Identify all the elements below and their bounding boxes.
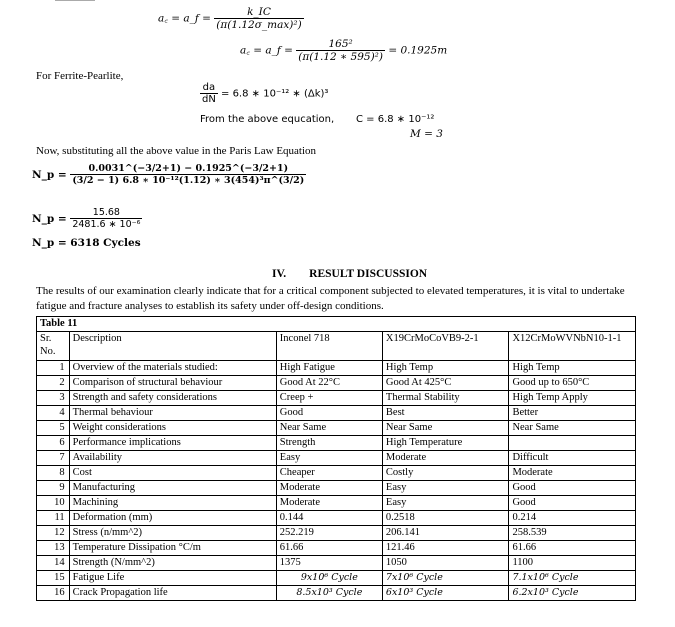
cell-inconel: 61.66 (276, 541, 382, 556)
eq4-denominator: (3/2 − 1) 6.8 ∗ 10⁻¹²(1.12) ∗ 3(454)³π^(3/2) (72, 175, 305, 186)
cell-x19: Near Same (382, 421, 509, 436)
cell-sr: 14 (37, 556, 70, 571)
header-x19: X19CrMoCoVB9-2-1 (382, 332, 509, 361)
cell-sr: 12 (37, 526, 70, 541)
eq1-numerator: k_IC (214, 6, 303, 19)
cell-x19: High Temp (382, 361, 509, 376)
cell-inconel: Near Same (276, 421, 382, 436)
table-row (37, 556, 636, 571)
table-header-row (37, 332, 636, 361)
table-row (37, 571, 636, 586)
eq3-numerator: da (200, 82, 218, 94)
cell-inconel: Strength (276, 436, 382, 451)
table-row (37, 466, 636, 481)
top-rule (55, 0, 95, 1)
cell-x12: 1100 (509, 556, 636, 571)
cell-sr: 7 (37, 451, 70, 466)
equation-cycles-simplified (32, 207, 142, 230)
eq3-rhs: = 6.8 ∗ 10⁻¹² ∗ (Δk)³ (221, 88, 329, 100)
table-row (37, 391, 636, 406)
cell-inconel: 0.144 (276, 511, 382, 526)
table-row (37, 421, 636, 436)
table-row (37, 496, 636, 511)
cell-x19: Good At 425°C (382, 376, 509, 391)
cell-sr: 3 (37, 391, 70, 406)
cell-inconel: Creep + (276, 391, 382, 406)
cell-inconel: Moderate (276, 496, 382, 511)
eq1-lhs: a꜀ = a_f = (158, 12, 211, 25)
cell-inconel: 8.5x10³ Cycle (276, 586, 382, 601)
constant-m: M = 3 (410, 128, 443, 140)
cell-description: Stress (n/mm^2) (69, 526, 276, 541)
cell-x19: 7x10⁶ Cycle (382, 571, 509, 586)
equation-critical-crack-value (240, 38, 447, 63)
cell-sr: 11 (37, 511, 70, 526)
cell-inconel: 1375 (276, 556, 382, 571)
cell-sr: 4 (37, 406, 70, 421)
header-inconel: Inconel 718 (276, 332, 382, 361)
cell-inconel: Good (276, 406, 382, 421)
cell-inconel: High Fatigue (276, 361, 382, 376)
eq1-fraction (214, 6, 303, 31)
table-row (37, 361, 636, 376)
cell-x19: Easy (382, 496, 509, 511)
cell-x12: 0.214 (509, 511, 636, 526)
result-paragraph: The results of our examination clearly indicate that for a critical component subjected to elevated temperatures, it is vital to undertake fatigue and fracture analyses to establish its safety under off-design conditions. (36, 285, 625, 312)
cell-description: Comparison of structural behaviour (69, 376, 276, 391)
cell-description: Availability (69, 451, 276, 466)
cell-x12: High Temp Apply (509, 391, 636, 406)
header-sr-no: Sr. No. (37, 332, 70, 361)
constant-c: C = 6.8 ∗ 10⁻¹² (356, 114, 435, 125)
section-heading: IV. RESULT DISCUSSION (272, 268, 428, 280)
eq4-fraction (70, 163, 306, 186)
cell-x12: 6.2x10³ Cycle (509, 586, 636, 601)
table-caption-row (37, 317, 636, 332)
table-row (37, 376, 636, 391)
results-table (36, 316, 636, 601)
table-row (37, 406, 636, 421)
cell-sr: 8 (37, 466, 70, 481)
eq5-denominator: 2481.6 ∗ 10⁻⁶ (72, 219, 141, 230)
cell-description: Overview of the materials studied: (69, 361, 276, 376)
cell-sr: 5 (37, 421, 70, 436)
cell-x19: High Temperature (382, 436, 509, 451)
cell-x12: Good (509, 481, 636, 496)
equation-cycles-result: N_p = 6318 Cycles (32, 237, 141, 249)
table-row (37, 541, 636, 556)
table-row (37, 436, 636, 451)
cell-inconel: 9x10⁶ Cycle (276, 571, 382, 586)
cell-description: Crack Propagation life (69, 586, 276, 601)
eq2-result: = 0.1925m (388, 44, 448, 57)
header-x12: X12CrMoWVNbN10-1-1 (509, 332, 636, 361)
cell-x19: 121.46 (382, 541, 509, 556)
equation-cycles-general (32, 163, 306, 186)
cell-x12: 258.539 (509, 526, 636, 541)
table-row (37, 481, 636, 496)
table-row (37, 586, 636, 601)
cell-x12: High Temp (509, 361, 636, 376)
cell-description: Strength and safety considerations (69, 391, 276, 406)
cell-x19: 206.141 (382, 526, 509, 541)
ferrite-pearlite-label: For Ferrite-Pearlite, (36, 70, 124, 82)
eq3-denominator: dN (202, 94, 216, 105)
cell-x19: Best (382, 406, 509, 421)
cell-x19: Easy (382, 481, 509, 496)
cell-x19: Moderate (382, 451, 509, 466)
cell-sr: 9 (37, 481, 70, 496)
cell-x12: Good up to 650°C (509, 376, 636, 391)
cell-description: Fatigue Life (69, 571, 276, 586)
eq2-lhs: a꜀ = a_f = (240, 44, 293, 57)
cell-x19: 1050 (382, 556, 509, 571)
equation-critical-crack-length (158, 6, 304, 31)
cell-inconel: 252.219 (276, 526, 382, 541)
header-description: Description (69, 332, 276, 361)
cell-x12: Better (509, 406, 636, 421)
cell-sr: 1 (37, 361, 70, 376)
cell-inconel: Easy (276, 451, 382, 466)
table-row (37, 511, 636, 526)
cell-description: Cost (69, 466, 276, 481)
cell-x19: Costly (382, 466, 509, 481)
cell-sr: 2 (37, 376, 70, 391)
cell-x19: 0.2518 (382, 511, 509, 526)
table-row (37, 451, 636, 466)
cell-x12: Difficult (509, 451, 636, 466)
eq5-numerator: 15.68 (70, 207, 142, 219)
cell-sr: 13 (37, 541, 70, 556)
cell-description: Strength (N/mm^2) (69, 556, 276, 571)
table-row (37, 526, 636, 541)
eq3-fraction (200, 82, 218, 105)
eq5-lhs: N_p = (32, 212, 67, 225)
cell-description: Manufacturing (69, 481, 276, 496)
eq2-numerator: 165² (296, 38, 385, 51)
cell-sr: 6 (37, 436, 70, 451)
cell-sr: 15 (37, 571, 70, 586)
cell-description: Thermal behaviour (69, 406, 276, 421)
cell-inconel: Moderate (276, 481, 382, 496)
cell-description: Temperature Dissipation °C/m (69, 541, 276, 556)
cell-inconel: Good At 22°C (276, 376, 382, 391)
cell-x19: 6x10³ Cycle (382, 586, 509, 601)
eq4-numerator: 0.0031^(−3/2+1) − 0.1925^(−3/2+1) (70, 163, 306, 175)
cell-description: Weight considerations (69, 421, 276, 436)
eq2-denominator: (π(1.12 ∗ 595)²) (298, 51, 383, 63)
table-caption: Table 11 (37, 317, 636, 332)
cell-x12: 61.66 (509, 541, 636, 556)
eq5-fraction (70, 207, 142, 230)
cell-description: Machining (69, 496, 276, 511)
above-equation-label: From the above equcation, (200, 114, 335, 125)
cell-x12: Near Same (509, 421, 636, 436)
cell-inconel: Cheaper (276, 466, 382, 481)
cell-x12: 7.1x10⁶ Cycle (509, 571, 636, 586)
cell-sr: 10 (37, 496, 70, 511)
cell-x12: Good (509, 496, 636, 511)
cell-description: Deformation (mm) (69, 511, 276, 526)
cell-x12: Moderate (509, 466, 636, 481)
cell-x12 (509, 436, 636, 451)
cell-sr: 16 (37, 586, 70, 601)
eq1-denominator: (π(1.12σ_max)²) (216, 19, 302, 31)
cell-description: Performance implications (69, 436, 276, 451)
cell-x19: Thermal Stability (382, 391, 509, 406)
eq4-lhs: N_p = (32, 168, 67, 181)
substituting-text: Now, substituting all the above value in the Paris Law Equation (36, 145, 317, 157)
eq2-fraction (296, 38, 385, 63)
equation-paris-law (200, 82, 328, 105)
